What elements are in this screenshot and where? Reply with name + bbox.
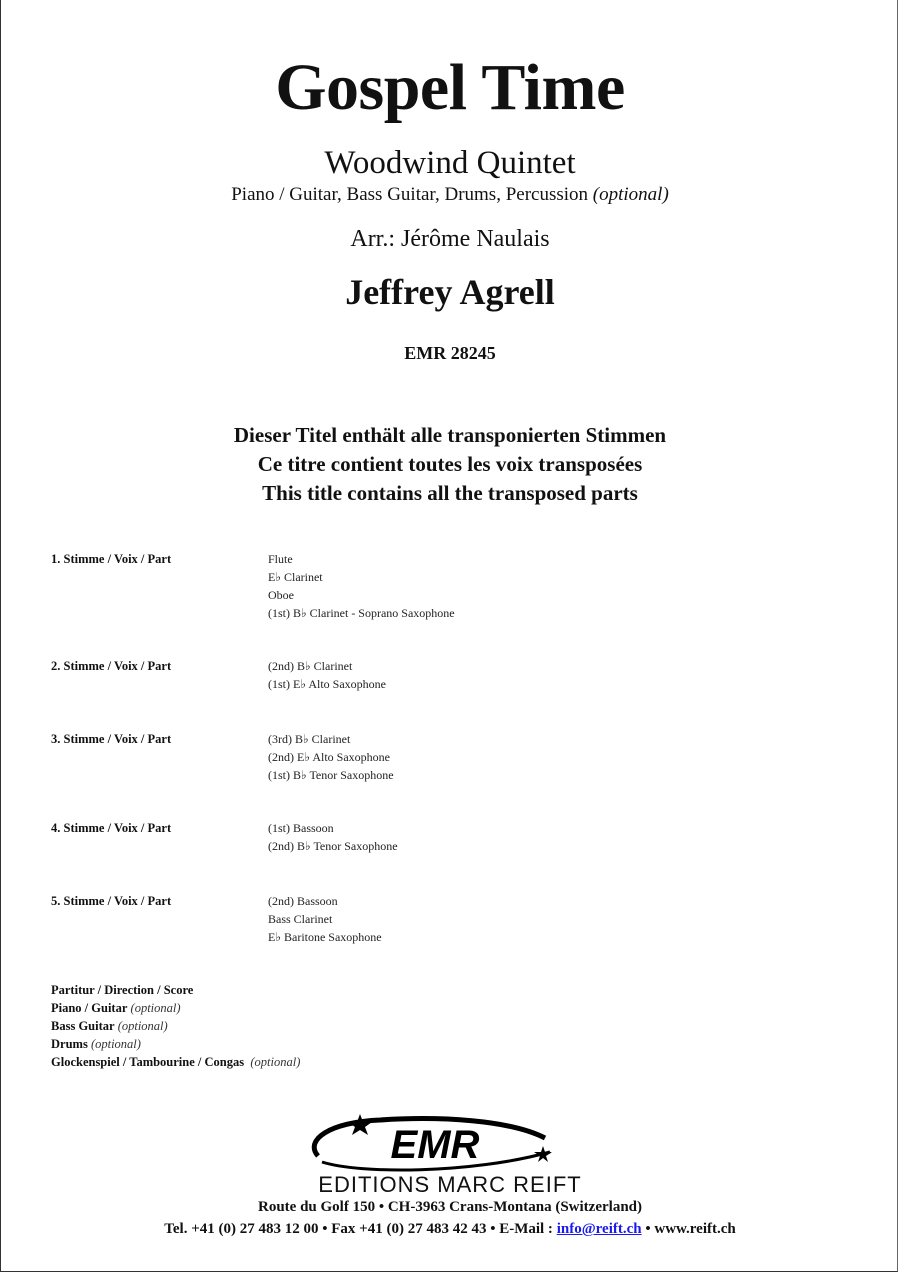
- part-instruments: [268, 730, 394, 784]
- notice-line-en: This title contains all the transposed parts: [262, 481, 638, 505]
- extra-item: [51, 1035, 300, 1053]
- subtitle: Woodwind Quintet: [324, 145, 576, 181]
- extra-name: Drums: [51, 1037, 88, 1051]
- instrument: Bass Clarinet: [268, 912, 333, 926]
- instrument: (1st) B♭ Clarinet - Soprano Saxophone: [268, 606, 455, 620]
- emr-logo: [300, 1110, 570, 1176]
- publisher-name: EDITIONS MARC REIFT: [318, 1172, 582, 1197]
- contact-phone-fax: Tel. +41 (0) 27 483 12 00 • Fax +41 (0) 27 483 42 43 • E-Mail :: [164, 1221, 557, 1237]
- extra-note: (optional): [90, 1037, 141, 1051]
- part-label: 2. Stimme / Voix / Part: [51, 659, 172, 673]
- part-instruments: [268, 657, 386, 693]
- extra-item: [51, 981, 300, 999]
- part-label: 5. Stimme / Voix / Part: [51, 894, 172, 908]
- page-title: Gospel Time: [275, 51, 625, 124]
- catalog-number: EMR 28245: [404, 343, 496, 363]
- email-link[interactable]: info@reift.ch: [556, 1221, 642, 1237]
- composer: Jeffrey Agrell: [345, 272, 555, 312]
- extra-item: [51, 1053, 300, 1071]
- extra-name: Bass Guitar: [51, 1019, 115, 1033]
- extra-name: Piano / Guitar: [51, 1001, 128, 1015]
- instrument: Oboe: [268, 588, 294, 602]
- publisher-contact: [0, 1219, 900, 1239]
- extra-note: (optional): [130, 1001, 181, 1015]
- extra-name: Glockenspiel / Tambourine / Congas: [51, 1055, 245, 1069]
- extra-note: (optional): [117, 1019, 168, 1033]
- instrumentation-text: Piano / Guitar, Bass Guitar, Drums, Percussion: [231, 184, 589, 205]
- part-label: 1. Stimme / Voix / Part: [51, 552, 172, 566]
- instrument: (1st) Bassoon: [268, 821, 334, 835]
- transposed-parts-notice: [0, 421, 900, 508]
- part-label: 3. Stimme / Voix / Part: [51, 732, 172, 746]
- instrumentation-optional: (optional): [592, 184, 669, 205]
- extra-note: (optional): [250, 1055, 301, 1069]
- instrument: Flute: [268, 552, 293, 566]
- arranger: Arr.: Jérôme Naulais: [350, 226, 550, 252]
- instrument: (3rd) B♭ Clarinet: [268, 732, 351, 746]
- part-label: 4. Stimme / Voix / Part: [51, 821, 172, 835]
- extra-item: [51, 999, 300, 1017]
- notice-line-fr: Ce titre contient toutes les voix transposées: [257, 452, 643, 476]
- instrument: E♭ Clarinet: [268, 570, 323, 584]
- instrument: E♭ Baritone Saxophone: [268, 930, 382, 944]
- instrument: (2nd) E♭ Alto Saxophone: [268, 750, 390, 764]
- instrument: (2nd) Bassoon: [268, 894, 338, 908]
- part-instruments: [268, 550, 455, 622]
- instrument: (1st) E♭ Alto Saxophone: [268, 677, 386, 691]
- extra-name: Partitur / Direction / Score: [51, 983, 194, 997]
- instrumentation: [0, 183, 900, 207]
- logo-text: EMR: [390, 1123, 480, 1167]
- extra-item: [51, 1017, 300, 1035]
- part-instruments: [268, 819, 398, 855]
- contact-website: • www.reift.ch: [641, 1221, 736, 1237]
- part-instruments: [268, 892, 382, 946]
- instrument: (2nd) B♭ Clarinet: [268, 659, 353, 673]
- publisher-address: Route du Golf 150 • CH-3963 Crans-Montana (Switzerland): [258, 1199, 642, 1215]
- notice-line-de: Dieser Titel enthält alle transponierten Stimmen: [233, 423, 667, 447]
- score-and-optional-parts: [51, 981, 300, 1071]
- instrument: (1st) B♭ Tenor Saxophone: [268, 768, 394, 782]
- instrument: (2nd) B♭ Tenor Saxophone: [268, 839, 398, 853]
